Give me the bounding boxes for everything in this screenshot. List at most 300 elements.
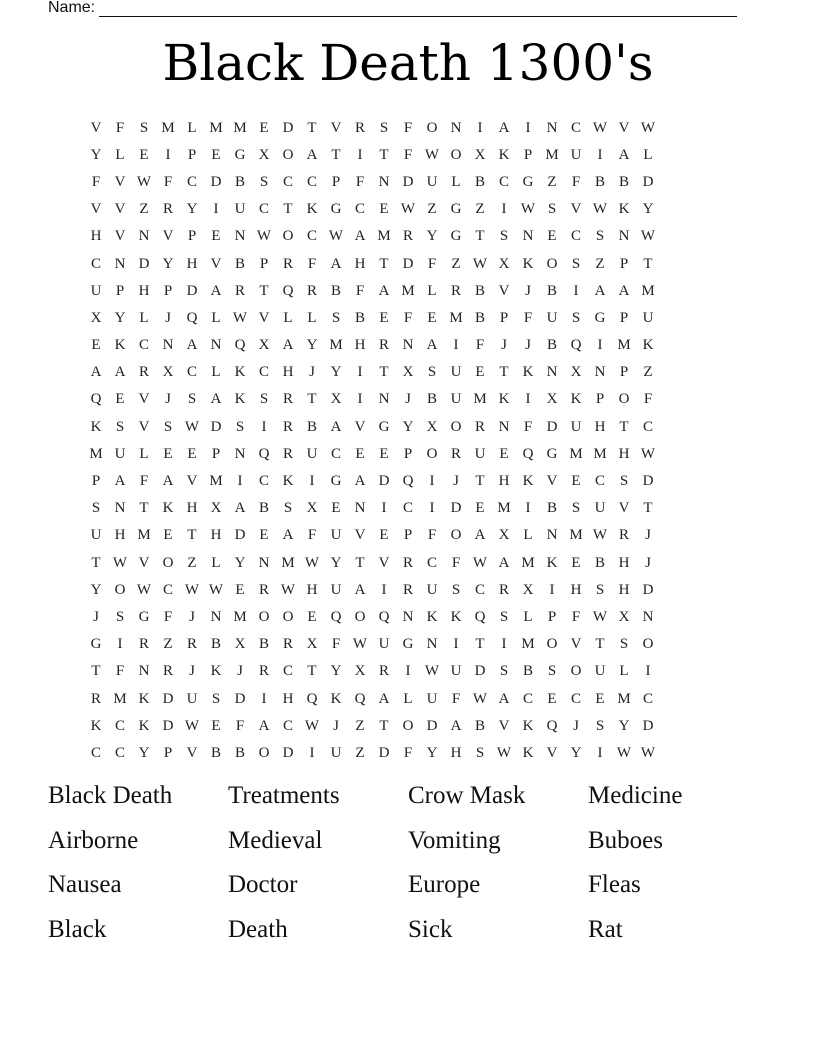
grid-letter[interactable]: L bbox=[619, 663, 629, 680]
grid-letter[interactable]: N bbox=[234, 445, 246, 462]
grid-letter[interactable]: V bbox=[378, 554, 390, 571]
grid-letter[interactable]: Z bbox=[475, 201, 485, 218]
grid-letter[interactable]: A bbox=[618, 282, 630, 299]
grid-letter[interactable]: L bbox=[427, 282, 437, 299]
grid-letter[interactable]: K bbox=[330, 690, 342, 707]
grid-letter[interactable]: O bbox=[162, 554, 174, 571]
grid-letter[interactable]: J bbox=[165, 391, 171, 408]
grid-letter[interactable]: Z bbox=[451, 255, 461, 272]
grid-letter[interactable]: R bbox=[378, 663, 389, 680]
grid-letter[interactable]: R bbox=[162, 201, 173, 218]
grid-letter[interactable]: E bbox=[595, 690, 605, 707]
grid-letter[interactable]: I bbox=[549, 581, 555, 598]
grid-letter[interactable]: L bbox=[139, 445, 149, 462]
grid-letter[interactable]: K bbox=[570, 391, 582, 408]
grid-letter[interactable]: A bbox=[594, 282, 606, 299]
grid-letter[interactable]: T bbox=[499, 364, 509, 381]
grid-letter[interactable]: Y bbox=[186, 201, 198, 218]
grid-letter[interactable]: K bbox=[618, 201, 630, 218]
grid-letter[interactable]: V bbox=[162, 228, 174, 245]
grid-letter[interactable]: E bbox=[379, 527, 389, 544]
grid-letter[interactable]: W bbox=[592, 608, 608, 625]
grid-letter[interactable]: P bbox=[115, 282, 125, 299]
grid-letter[interactable]: U bbox=[90, 527, 102, 544]
grid-letter[interactable]: R bbox=[138, 364, 149, 381]
grid-letter[interactable]: F bbox=[235, 717, 245, 734]
grid-letter[interactable]: V bbox=[186, 744, 198, 761]
grid-letter[interactable]: X bbox=[618, 608, 630, 625]
grid-letter[interactable]: G bbox=[378, 418, 390, 435]
grid-letter[interactable]: N bbox=[522, 228, 534, 245]
grid-letter[interactable]: B bbox=[474, 717, 485, 734]
grid-letter[interactable]: F bbox=[475, 337, 485, 354]
grid-letter[interactable]: B bbox=[618, 173, 629, 190]
grid-letter[interactable]: W bbox=[424, 663, 440, 680]
grid-letter[interactable]: S bbox=[163, 418, 173, 435]
grid-letter[interactable]: W bbox=[640, 445, 656, 462]
grid-letter[interactable]: N bbox=[498, 418, 510, 435]
grid-letter[interactable]: W bbox=[328, 228, 344, 245]
grid-letter[interactable]: T bbox=[379, 146, 389, 163]
grid-letter[interactable]: W bbox=[424, 146, 440, 163]
grid-letter[interactable]: I bbox=[453, 337, 459, 354]
grid-letter[interactable]: B bbox=[594, 554, 605, 571]
grid-letter[interactable]: S bbox=[91, 500, 101, 517]
grid-letter[interactable]: S bbox=[283, 500, 293, 517]
grid-letter[interactable]: O bbox=[642, 636, 654, 653]
grid-letter[interactable]: L bbox=[403, 690, 413, 707]
grid-letter[interactable]: R bbox=[258, 581, 269, 598]
grid-letter[interactable]: V bbox=[210, 255, 222, 272]
grid-letter[interactable]: I bbox=[597, 146, 603, 163]
grid-letter[interactable]: L bbox=[211, 309, 221, 326]
grid-letter[interactable]: F bbox=[115, 119, 125, 136]
grid-letter[interactable]: I bbox=[213, 201, 219, 218]
grid-letter[interactable]: Q bbox=[402, 473, 414, 490]
grid-letter[interactable]: W bbox=[232, 309, 248, 326]
grid-letter[interactable]: D bbox=[642, 473, 654, 490]
grid-letter[interactable]: K bbox=[162, 500, 174, 517]
grid-letter[interactable]: W bbox=[280, 581, 296, 598]
grid-letter[interactable]: T bbox=[187, 527, 197, 544]
grid-letter[interactable]: L bbox=[139, 309, 149, 326]
grid-letter[interactable]: H bbox=[498, 473, 510, 490]
grid-letter[interactable]: E bbox=[379, 309, 389, 326]
grid-letter[interactable]: M bbox=[521, 636, 535, 653]
grid-letter[interactable]: K bbox=[522, 473, 534, 490]
grid-letter[interactable]: Y bbox=[234, 554, 246, 571]
grid-letter[interactable]: U bbox=[570, 418, 582, 435]
grid-letter[interactable]: W bbox=[592, 119, 608, 136]
grid-letter[interactable]: V bbox=[114, 201, 126, 218]
grid-letter[interactable]: G bbox=[234, 146, 246, 163]
grid-letter[interactable]: K bbox=[522, 364, 534, 381]
grid-letter[interactable]: K bbox=[234, 391, 246, 408]
grid-letter[interactable]: S bbox=[547, 201, 557, 218]
grid-letter[interactable]: D bbox=[162, 690, 174, 707]
grid-letter[interactable]: F bbox=[139, 473, 149, 490]
grid-letter[interactable]: Q bbox=[378, 608, 390, 625]
grid-letter[interactable]: A bbox=[210, 282, 222, 299]
grid-letter[interactable]: E bbox=[427, 309, 437, 326]
grid-letter[interactable]: C bbox=[90, 255, 101, 272]
grid-letter[interactable]: B bbox=[306, 418, 317, 435]
grid-letter[interactable]: F bbox=[403, 146, 413, 163]
grid-letter[interactable]: X bbox=[474, 146, 486, 163]
grid-letter[interactable]: M bbox=[329, 337, 343, 354]
grid-letter[interactable]: E bbox=[547, 228, 557, 245]
grid-letter[interactable]: P bbox=[403, 527, 413, 544]
grid-letter[interactable]: D bbox=[378, 473, 390, 490]
grid-letter[interactable]: U bbox=[594, 500, 606, 517]
grid-letter[interactable]: N bbox=[138, 663, 150, 680]
grid-letter[interactable]: A bbox=[498, 554, 510, 571]
grid-letter[interactable]: D bbox=[642, 581, 654, 598]
grid-letter[interactable]: S bbox=[379, 119, 389, 136]
grid-letter[interactable]: O bbox=[450, 527, 462, 544]
grid-letter[interactable]: H bbox=[90, 228, 102, 245]
grid-letter[interactable]: P bbox=[163, 744, 173, 761]
grid-letter[interactable]: S bbox=[547, 663, 557, 680]
grid-letter[interactable]: O bbox=[618, 391, 630, 408]
grid-letter[interactable]: W bbox=[472, 690, 488, 707]
grid-letter[interactable]: H bbox=[306, 581, 318, 598]
grid-letter[interactable]: V bbox=[570, 636, 582, 653]
grid-letter[interactable]: V bbox=[90, 119, 102, 136]
grid-letter[interactable]: F bbox=[115, 663, 125, 680]
grid-letter[interactable]: J bbox=[645, 527, 651, 544]
grid-letter[interactable]: V bbox=[498, 282, 510, 299]
grid-letter[interactable]: C bbox=[498, 173, 509, 190]
grid-letter[interactable]: W bbox=[640, 119, 656, 136]
grid-letter[interactable]: S bbox=[499, 228, 509, 245]
grid-letter[interactable]: S bbox=[235, 418, 245, 435]
grid-letter[interactable]: O bbox=[546, 636, 558, 653]
grid-letter[interactable]: E bbox=[475, 500, 485, 517]
grid-letter[interactable]: J bbox=[93, 608, 99, 625]
grid-letter[interactable]: V bbox=[138, 391, 150, 408]
grid-letter[interactable]: B bbox=[594, 173, 605, 190]
grid-letter[interactable]: W bbox=[112, 554, 128, 571]
grid-letter[interactable]: A bbox=[378, 690, 390, 707]
grid-letter[interactable]: H bbox=[282, 690, 294, 707]
grid-letter[interactable]: D bbox=[162, 717, 174, 734]
grid-letter[interactable]: W bbox=[520, 201, 536, 218]
grid-letter[interactable]: U bbox=[546, 309, 558, 326]
grid-letter[interactable]: V bbox=[138, 554, 150, 571]
grid-letter[interactable]: M bbox=[233, 119, 247, 136]
grid-letter[interactable]: K bbox=[282, 473, 294, 490]
grid-letter[interactable]: T bbox=[307, 391, 317, 408]
grid-letter[interactable]: Q bbox=[354, 690, 366, 707]
grid-letter[interactable]: U bbox=[90, 282, 102, 299]
grid-letter[interactable]: B bbox=[474, 173, 485, 190]
grid-letter[interactable]: T bbox=[307, 663, 317, 680]
grid-letter[interactable]: N bbox=[114, 255, 126, 272]
grid-letter[interactable]: A bbox=[618, 146, 630, 163]
grid-letter[interactable]: F bbox=[571, 608, 581, 625]
grid-letter[interactable]: L bbox=[451, 173, 461, 190]
grid-letter[interactable]: C bbox=[90, 744, 101, 761]
grid-letter[interactable]: T bbox=[379, 717, 389, 734]
grid-letter[interactable]: T bbox=[379, 364, 389, 381]
grid-letter[interactable]: S bbox=[571, 500, 581, 517]
grid-letter[interactable]: D bbox=[642, 717, 654, 734]
grid-letter[interactable]: T bbox=[283, 201, 293, 218]
grid-letter[interactable]: S bbox=[499, 663, 509, 680]
grid-letter[interactable]: C bbox=[138, 337, 149, 354]
grid-letter[interactable]: S bbox=[571, 309, 581, 326]
grid-letter[interactable]: E bbox=[259, 119, 269, 136]
grid-letter[interactable]: C bbox=[570, 690, 581, 707]
grid-letter[interactable]: U bbox=[234, 201, 246, 218]
grid-letter[interactable]: C bbox=[282, 173, 293, 190]
grid-letter[interactable]: R bbox=[378, 337, 389, 354]
grid-letter[interactable]: W bbox=[592, 201, 608, 218]
grid-letter[interactable]: E bbox=[331, 500, 341, 517]
grid-letter[interactable]: K bbox=[522, 744, 534, 761]
grid-letter[interactable]: F bbox=[451, 554, 461, 571]
grid-letter[interactable]: F bbox=[451, 690, 461, 707]
grid-letter[interactable]: R bbox=[474, 418, 485, 435]
grid-letter[interactable]: K bbox=[306, 201, 318, 218]
grid-letter[interactable]: F bbox=[163, 608, 173, 625]
grid-letter[interactable]: A bbox=[186, 337, 198, 354]
grid-letter[interactable]: P bbox=[595, 391, 605, 408]
grid-letter[interactable]: C bbox=[570, 119, 581, 136]
grid-letter[interactable]: B bbox=[210, 636, 221, 653]
grid-letter[interactable]: E bbox=[91, 337, 101, 354]
grid-letter[interactable]: I bbox=[597, 744, 603, 761]
grid-letter[interactable]: I bbox=[357, 146, 363, 163]
grid-letter[interactable]: M bbox=[473, 391, 487, 408]
grid-letter[interactable]: V bbox=[138, 418, 150, 435]
grid-letter[interactable]: X bbox=[234, 636, 246, 653]
grid-letter[interactable]: Q bbox=[186, 309, 198, 326]
grid-letter[interactable]: E bbox=[259, 527, 269, 544]
grid-letter[interactable]: S bbox=[451, 581, 461, 598]
grid-letter[interactable]: D bbox=[402, 173, 414, 190]
grid-letter[interactable]: E bbox=[235, 581, 245, 598]
grid-letter[interactable]: W bbox=[304, 717, 320, 734]
grid-letter[interactable]: E bbox=[379, 445, 389, 462]
grid-letter[interactable]: E bbox=[211, 717, 221, 734]
grid-letter[interactable]: S bbox=[595, 717, 605, 734]
grid-letter[interactable]: A bbox=[306, 146, 318, 163]
grid-letter[interactable]: S bbox=[139, 119, 149, 136]
grid-letter[interactable]: D bbox=[234, 527, 246, 544]
grid-letter[interactable]: E bbox=[355, 445, 365, 462]
grid-letter[interactable]: C bbox=[186, 173, 197, 190]
grid-letter[interactable]: C bbox=[330, 445, 341, 462]
grid-letter[interactable]: R bbox=[402, 554, 413, 571]
grid-letter[interactable]: Z bbox=[427, 201, 437, 218]
grid-letter[interactable]: X bbox=[402, 364, 414, 381]
grid-letter[interactable]: H bbox=[282, 364, 294, 381]
grid-letter[interactable]: Q bbox=[90, 391, 102, 408]
grid-letter[interactable]: I bbox=[381, 581, 387, 598]
grid-letter[interactable]: U bbox=[330, 581, 342, 598]
grid-letter[interactable]: S bbox=[571, 255, 581, 272]
grid-letter[interactable]: B bbox=[522, 663, 533, 680]
grid-letter[interactable]: D bbox=[186, 282, 198, 299]
grid-letter[interactable]: U bbox=[426, 581, 438, 598]
grid-letter[interactable]: S bbox=[331, 309, 341, 326]
grid-letter[interactable]: J bbox=[453, 473, 459, 490]
grid-letter[interactable]: E bbox=[379, 201, 389, 218]
grid-letter[interactable]: A bbox=[354, 473, 366, 490]
grid-letter[interactable]: C bbox=[282, 717, 293, 734]
grid-letter[interactable]: W bbox=[136, 173, 152, 190]
grid-letter[interactable]: W bbox=[496, 744, 512, 761]
grid-letter[interactable]: D bbox=[138, 255, 150, 272]
grid-letter[interactable]: L bbox=[211, 364, 221, 381]
grid-letter[interactable]: J bbox=[309, 364, 315, 381]
grid-letter[interactable]: S bbox=[259, 173, 269, 190]
grid-letter[interactable]: J bbox=[237, 663, 243, 680]
grid-letter[interactable]: W bbox=[640, 228, 656, 245]
grid-letter[interactable]: R bbox=[282, 255, 293, 272]
grid-letter[interactable]: P bbox=[163, 282, 173, 299]
grid-letter[interactable]: N bbox=[642, 608, 654, 625]
grid-letter[interactable]: C bbox=[114, 717, 125, 734]
grid-letter[interactable]: W bbox=[616, 744, 632, 761]
grid-letter[interactable]: R bbox=[402, 581, 413, 598]
grid-letter[interactable]: Y bbox=[570, 744, 582, 761]
grid-letter[interactable]: B bbox=[330, 282, 341, 299]
grid-letter[interactable]: U bbox=[570, 146, 582, 163]
grid-letter[interactable]: K bbox=[90, 418, 102, 435]
grid-letter[interactable]: K bbox=[546, 554, 558, 571]
grid-letter[interactable]: W bbox=[184, 717, 200, 734]
grid-letter[interactable]: R bbox=[450, 445, 461, 462]
grid-letter[interactable]: E bbox=[163, 527, 173, 544]
grid-letter[interactable]: X bbox=[426, 418, 438, 435]
grid-letter[interactable]: B bbox=[546, 500, 557, 517]
grid-letter[interactable]: K bbox=[522, 255, 534, 272]
grid-letter[interactable]: H bbox=[354, 337, 366, 354]
grid-letter[interactable]: Q bbox=[474, 608, 486, 625]
grid-letter[interactable]: R bbox=[354, 119, 365, 136]
grid-letter[interactable]: G bbox=[402, 636, 414, 653]
grid-letter[interactable]: W bbox=[184, 418, 200, 435]
grid-letter[interactable]: Z bbox=[355, 744, 365, 761]
grid-letter[interactable]: J bbox=[525, 282, 531, 299]
grid-letter[interactable]: L bbox=[283, 309, 293, 326]
grid-letter[interactable]: Y bbox=[330, 554, 342, 571]
grid-letter[interactable]: J bbox=[189, 608, 195, 625]
grid-letter[interactable]: I bbox=[237, 473, 243, 490]
grid-letter[interactable]: Q bbox=[570, 337, 582, 354]
grid-letter[interactable]: E bbox=[499, 445, 509, 462]
grid-letter[interactable]: U bbox=[450, 663, 462, 680]
grid-letter[interactable]: E bbox=[475, 364, 485, 381]
grid-letter[interactable]: T bbox=[355, 554, 365, 571]
grid-letter[interactable]: G bbox=[330, 201, 342, 218]
grid-letter[interactable]: N bbox=[354, 500, 366, 517]
grid-letter[interactable]: T bbox=[643, 500, 653, 517]
grid-letter[interactable]: H bbox=[186, 255, 198, 272]
grid-letter[interactable]: H bbox=[210, 527, 222, 544]
grid-letter[interactable]: V bbox=[618, 500, 630, 517]
grid-letter[interactable]: I bbox=[357, 364, 363, 381]
grid-letter[interactable]: D bbox=[210, 173, 222, 190]
grid-letter[interactable]: S bbox=[595, 228, 605, 245]
grid-letter[interactable]: O bbox=[258, 608, 270, 625]
grid-letter[interactable]: C bbox=[594, 473, 605, 490]
grid-letter[interactable]: C bbox=[642, 690, 653, 707]
grid-letter[interactable]: Q bbox=[522, 445, 534, 462]
grid-letter[interactable]: J bbox=[501, 337, 507, 354]
grid-letter[interactable]: Y bbox=[90, 581, 102, 598]
grid-letter[interactable]: O bbox=[282, 228, 294, 245]
grid-letter[interactable]: P bbox=[187, 228, 197, 245]
grid-letter[interactable]: N bbox=[450, 119, 462, 136]
grid-letter[interactable]: C bbox=[258, 473, 269, 490]
grid-letter[interactable]: B bbox=[354, 309, 365, 326]
grid-letter[interactable]: M bbox=[89, 445, 103, 462]
grid-letter[interactable]: M bbox=[449, 309, 463, 326]
grid-letter[interactable]: B bbox=[546, 337, 557, 354]
grid-letter[interactable]: S bbox=[595, 581, 605, 598]
grid-letter[interactable]: L bbox=[115, 146, 125, 163]
grid-letter[interactable]: C bbox=[258, 201, 269, 218]
grid-letter[interactable]: B bbox=[474, 282, 485, 299]
grid-letter[interactable]: S bbox=[115, 418, 125, 435]
grid-letter[interactable]: O bbox=[402, 717, 414, 734]
grid-letter[interactable]: D bbox=[450, 500, 462, 517]
grid-letter[interactable]: A bbox=[354, 228, 366, 245]
grid-letter[interactable]: C bbox=[282, 663, 293, 680]
grid-letter[interactable]: E bbox=[571, 554, 581, 571]
grid-letter[interactable]: K bbox=[642, 337, 654, 354]
grid-letter[interactable]: P bbox=[331, 173, 341, 190]
grid-letter[interactable]: F bbox=[355, 282, 365, 299]
grid-letter[interactable]: O bbox=[282, 146, 294, 163]
grid-letter[interactable]: K bbox=[210, 663, 222, 680]
grid-letter[interactable]: S bbox=[499, 608, 509, 625]
grid-letter[interactable]: T bbox=[475, 228, 485, 245]
grid-letter[interactable]: Q bbox=[306, 690, 318, 707]
grid-letter[interactable]: A bbox=[330, 255, 342, 272]
grid-letter[interactable]: U bbox=[114, 445, 126, 462]
grid-letter[interactable]: I bbox=[405, 663, 411, 680]
grid-letter[interactable]: C bbox=[306, 173, 317, 190]
grid-letter[interactable]: I bbox=[165, 146, 171, 163]
grid-letter[interactable]: H bbox=[618, 445, 630, 462]
grid-letter[interactable]: E bbox=[547, 690, 557, 707]
grid-letter[interactable]: T bbox=[379, 255, 389, 272]
grid-letter[interactable]: F bbox=[307, 527, 317, 544]
grid-letter[interactable]: M bbox=[377, 228, 391, 245]
grid-letter[interactable]: Q bbox=[234, 337, 246, 354]
grid-letter[interactable]: X bbox=[498, 527, 510, 544]
grid-letter[interactable]: V bbox=[354, 418, 366, 435]
grid-letter[interactable]: R bbox=[162, 663, 173, 680]
grid-letter[interactable]: N bbox=[210, 608, 222, 625]
grid-letter[interactable]: Y bbox=[330, 364, 342, 381]
grid-letter[interactable]: M bbox=[617, 690, 631, 707]
grid-letter[interactable]: D bbox=[378, 744, 390, 761]
grid-letter[interactable]: F bbox=[523, 309, 533, 326]
grid-letter[interactable]: E bbox=[139, 146, 149, 163]
grid-letter[interactable]: R bbox=[234, 282, 245, 299]
grid-letter[interactable]: P bbox=[91, 473, 101, 490]
grid-letter[interactable]: I bbox=[429, 500, 435, 517]
grid-letter[interactable]: U bbox=[330, 744, 342, 761]
grid-letter[interactable]: X bbox=[522, 581, 534, 598]
grid-letter[interactable]: X bbox=[498, 255, 510, 272]
